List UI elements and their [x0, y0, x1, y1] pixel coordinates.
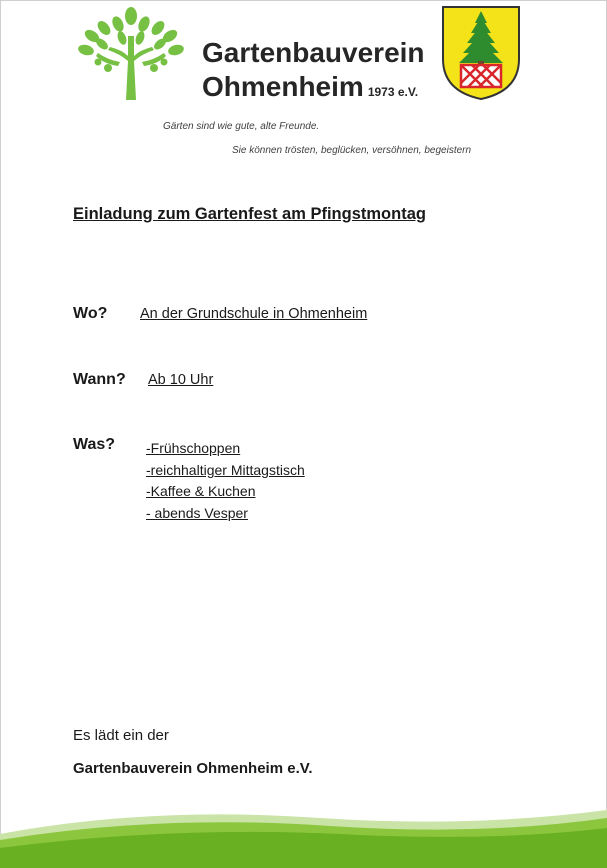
- when-value: Ab 10 Uhr: [148, 372, 214, 388]
- what-list: [146, 438, 305, 525]
- motto-line2: Sie können trösten, beglücken, versöhnen, begeistern: [232, 145, 472, 156]
- what-label: Was?: [73, 436, 116, 453]
- invite-text: Es lädt ein der: [73, 727, 169, 744]
- club-name-line2: Ohmenheim: [202, 71, 364, 102]
- club-name: [202, 36, 425, 109]
- where-label: Wo?: [73, 305, 108, 322]
- where-value: An der Grundschule in Ohmenheim: [140, 306, 368, 322]
- tree-logo-icon: [78, 6, 184, 100]
- coat-of-arms-icon: [441, 5, 521, 101]
- founded-year: 1973 e.V.: [367, 85, 419, 99]
- list-item: -reichhaltiger Mittagstisch: [146, 461, 305, 478]
- list-item: -Kaffee & Kuchen: [146, 483, 256, 500]
- invitation-headline: Einladung zum Gartenfest am Pfingstmontag: [73, 205, 426, 223]
- green-wave-decoration: [0, 796, 607, 868]
- motto-line1: Gärten sind wie gute, alte Freunde.: [163, 121, 320, 132]
- list-item: -Frühschoppen: [146, 440, 241, 456]
- club-name-line1: Gartenbauverein: [202, 37, 425, 68]
- list-item: - abends Vesper: [146, 505, 248, 522]
- when-label: Wann?: [73, 371, 126, 388]
- invite-organization: Gartenbauverein Ohmenheim e.V.: [73, 760, 313, 777]
